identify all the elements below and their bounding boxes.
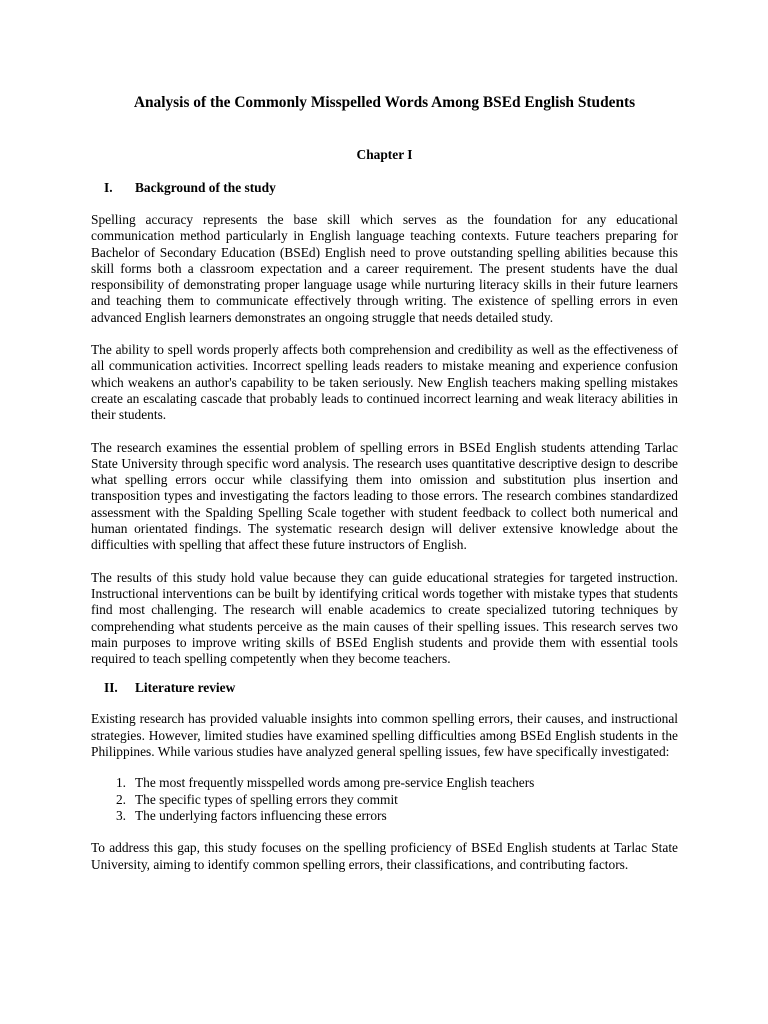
background-paragraph-2: The ability to spell words properly affects both comprehension and credibility as well as the effectiveness of all communication activities. Incorrect spelling leads readers to mistake meaning and experience confusion which weakens an author's capability to be taken seriously. New English teachers making spelling mistakes create an escalating cascade that probably leads to continued incorrect learning and weak literacy abilities in their students.: [91, 342, 678, 423]
section-number: I.: [104, 180, 113, 195]
literature-intro-paragraph: Existing research has provided valuable insights into common spelling errors, their causes, and instructional strategies. However, limited studies have examined spelling difficulties among BSEd English students in the Philippines. While various studies have analyzed general spelling issues, few have specifically investigated:: [91, 711, 678, 760]
list-item: [91, 775, 678, 791]
list-item-text: The specific types of spelling errors they commit: [135, 791, 398, 807]
list-marker: 2.: [115, 791, 126, 807]
background-paragraph-1: Spelling accuracy represents the base skill which serves as the foundation for any educational communication method particularly in English language teaching contexts. Future teachers preparing for Bachelor of Secondary Education (BSEd) English need to prove outstanding spelling abilities because this skill forms both a classroom expectation and a career requirement. The present students have the dual responsibility of demonstrating proper language usage while nurturing literacy skills in their future learners and teaching them to communicate effectively through writing. The existence of spelling errors in even advanced English learners demonstrates an ongoing struggle that needs detailed study.: [91, 212, 678, 325]
chapter-heading: Chapter I: [356, 147, 413, 162]
list-item-text: The underlying factors influencing these errors: [135, 807, 387, 823]
background-paragraph-4: The results of this study hold value because they can guide educational strategies for targeted instruction. Instructional interventions can be built by identifying critical words together with mistake types that students find most challenging. The research will enable academics to create specialized tutoring techniques by comprehending what students perceive as the main causes of their spelling issues. This research serves two main purposes to improve writing skills of BSEd English students and provide them with essential tools required to teach spelling competently when they become teachers.: [91, 569, 678, 667]
section-heading-background: [91, 179, 678, 197]
list-marker: 3.: [115, 807, 126, 823]
background-paragraph-3: The research examines the essential problem of spelling errors in BSEd English students attending Tarlac State University through specific word analysis. The research uses quantitative descriptive design to describe what spelling errors occur while classifying them into omission and substitution plus insertion and transposition types and investigating the factors leading to those errors. The research combines standardized assessment with the Spalding Spelling Scale together with student feedback to collect both numerical and human orientated findings. The systematic research design will deliver extensive knowledge about the difficulties with spelling that affect these future instructors of English.: [91, 439, 678, 553]
section-title: Background of the study: [135, 180, 276, 195]
list-item-text: The most frequently misspelled words among pre-service English teachers: [135, 775, 535, 791]
section-number: II.: [104, 680, 118, 696]
list-marker: 1.: [115, 775, 126, 791]
literature-closing-paragraph: To address this gap, this study focuses on the spelling proficiency of BSEd English students at Tarlac State University, aiming to identify common spelling errors, their classifications, and contributing factors.: [91, 840, 678, 872]
list-item: [91, 792, 678, 808]
research-gap-list: [91, 775, 678, 824]
section-heading-literature-review: [91, 679, 678, 697]
section-title: Literature review: [135, 680, 236, 696]
list-item: [91, 808, 678, 824]
document-title: Analysis of the Commonly Misspelled Words Among BSEd English Students: [133, 94, 636, 111]
